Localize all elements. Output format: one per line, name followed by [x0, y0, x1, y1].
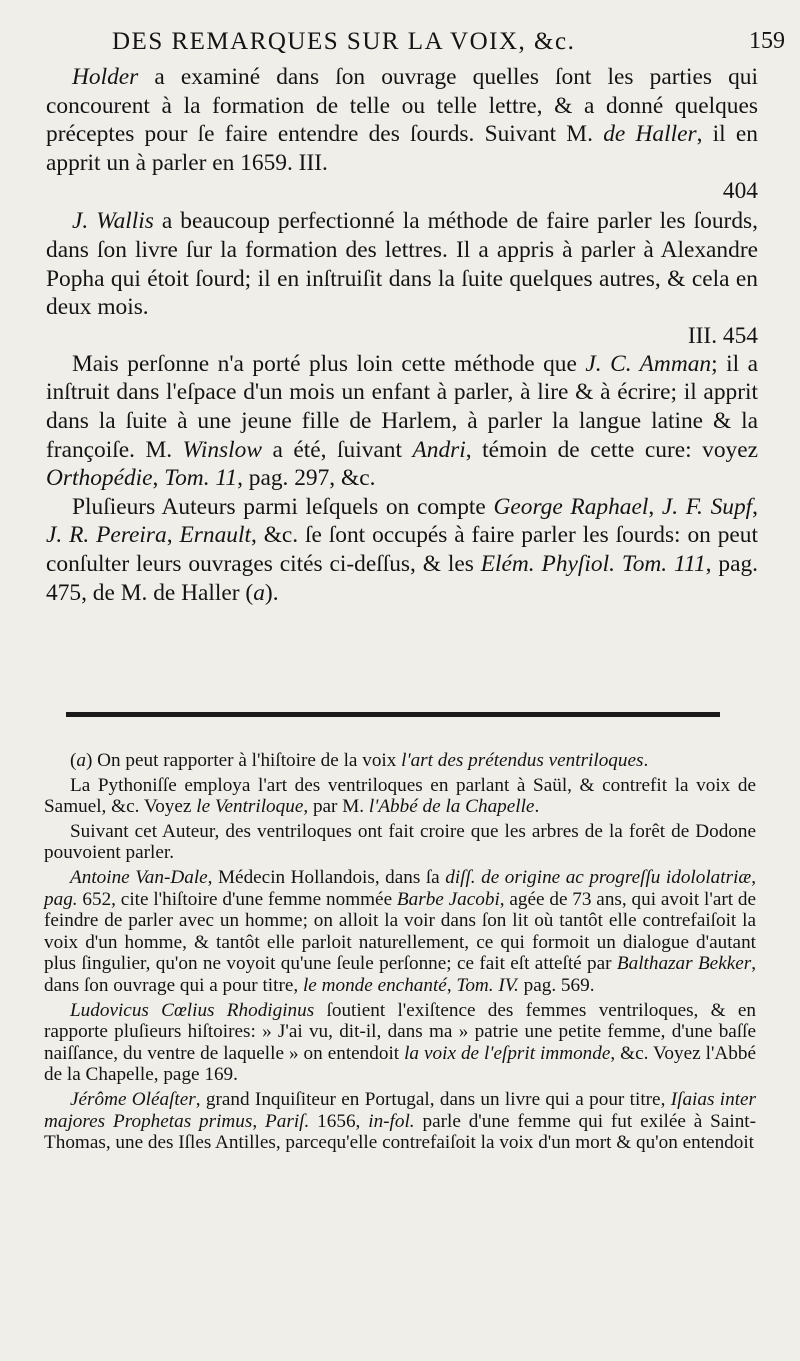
work-title: Orthopédie — [46, 465, 153, 492]
paragraph-holder — [46, 63, 758, 177]
text-run: ). — [264, 579, 279, 606]
volume-ref: Tom. IV. — [456, 974, 519, 996]
author-name: Antoine Van-Dale — [70, 866, 208, 888]
footnote — [44, 750, 756, 772]
author-name: l'Abbé de la Chapelle — [368, 796, 535, 818]
author-name: Ernault — [179, 522, 251, 549]
text-run: Mais perſonne n'a porté plus loin cette méthode que — [72, 350, 586, 377]
footnotes — [44, 750, 756, 1157]
text-run: , pag. 297, &c. — [237, 465, 376, 492]
text-run: 1656, — [309, 1110, 369, 1132]
text-run: La Pythoniſſe employa l'art des ventriloques en parlant à Saül, & contrefit la voix de Samuel, &c. Voyez — [44, 774, 756, 818]
text-run: Pluſieurs Auteurs parmi leſquels on compte — [72, 493, 494, 520]
paragraph-authors — [46, 493, 758, 607]
work-title: Elém. Phyſiol. Tom. 111 — [480, 550, 706, 577]
footnote — [44, 1000, 756, 1086]
paragraph-wallis — [46, 207, 758, 321]
author-name: J. Wallis — [72, 208, 154, 235]
text-run: 652, cite l'hiſtoire d'une femme nommée — [77, 888, 397, 910]
text-run: , agée de 73 ans, qui avoit l'art de feindre de parler avec un homme; on alloit la voir dans ſon lit où tantôt elle contrefaiſoit la voix d'un homme, & tantôt elle parloit naturellement, ce qui formoit un dialogue d'autant plus ſingulier, qu'on ne voyoit qu'une ſeule perſonne; ce fait eſt atteſté par — [44, 888, 756, 975]
text-run: ) On peut rapporter à l'hiſtoire de la voix — [85, 750, 402, 771]
text-run: ( — [70, 750, 77, 771]
main-text — [46, 63, 758, 607]
italic-run: l'art des prétendus ventriloques — [401, 750, 644, 771]
text-run: , il en apprit un à parler en 1659. III. — [46, 121, 758, 176]
author-name: J. F. Supf — [661, 493, 753, 520]
author-name: Balthazar Bekker — [616, 953, 752, 975]
author-name: Winslow — [182, 436, 262, 463]
footnote — [44, 867, 756, 997]
text-run: ; il a inſtruit dans l'eſpace d'un mois un enfant à parler, à lire & à écrire; il apprit dans la ſuite à une jeune fille de Harlem, à parler la langue latine & la françoiſe. M. — [46, 350, 758, 463]
footnote: Suivant cet Auteur, des ventriloques ont fait croire que les arbres de la forêt de Dodone pouvoient parler. — [44, 820, 756, 864]
work-title: le monde enchanté — [302, 974, 447, 996]
text-run: , &c. Voyez l'Abbé de la Chapelle, page 169. — [44, 1042, 756, 1086]
footnote-marker: a — [253, 579, 265, 606]
text-run: . — [643, 750, 649, 771]
italic-run: in-fol. — [368, 1110, 415, 1132]
reference-number: III. 454 — [687, 322, 758, 349]
text-run: , grand Inquiſiteur en Portugal, dans un livre qui a pour titre, — [195, 1088, 671, 1110]
text-run: . — [534, 796, 540, 818]
page-header — [40, 22, 785, 62]
work-title: diſſ. de origine ac progreſſu idololatriæ — [445, 866, 752, 888]
author-name: Holder — [72, 64, 139, 90]
italic-run: la voix de l'eſprit immonde — [404, 1042, 611, 1064]
text-run: a beaucoup perfectionné la méthode de faire parler les ſourds, dans ſon livre ſur la formation des lettres. Il a appris à parler à Alexandre Popha qui étoit ſourd; il en inſtruiſit dans la ſuite quelques autres, & cela en deux mois. — [46, 208, 758, 321]
text-run: , — [252, 1110, 266, 1132]
text-run: , — [751, 866, 756, 888]
text-run: pag. 569. — [518, 974, 595, 996]
text-run: , témoin de cette cure: voyez — [465, 436, 758, 463]
author-name: Jérôme Oléaſter — [70, 1088, 196, 1110]
author-name: J. R. Pereira — [46, 522, 167, 549]
reference-number: 404 — [722, 178, 758, 205]
author-name: George Raphael — [493, 493, 649, 520]
text-run: a examiné dans ſon ouvrage quelles ſont les parties qui concourent à la formation de telle ou telle lettre, & a donné quelques préceptes pour ſe faire entendre des ſourds. Suivant M. — [46, 64, 758, 148]
author-name: de Haller — [603, 121, 697, 148]
text-run: , — [446, 974, 457, 996]
author-name: Ludovicus Cœlius Rhodiginus — [70, 999, 315, 1021]
page-number: 159 — [749, 28, 785, 54]
footnote — [44, 775, 756, 818]
text-run: , pag. 475, de M. de Haller ( — [46, 550, 759, 606]
author-name: Andri — [412, 436, 466, 463]
text-run: , — [166, 522, 180, 549]
footnote-marker: a — [76, 750, 86, 771]
text-run: , &c. ſe ſont occupés à faire parler les ſourds: on peut conſulter leurs ouvrages cités ci-deſſus, & les — [46, 522, 759, 577]
text-run: , Médecin Hollandois, dans ſa — [207, 866, 446, 888]
separator-rule — [66, 712, 720, 717]
text-run: parle d'une femme qui fut exilée à Saint-Thomas, une des Iſles Antilles, parcequ'elle contrefaiſoit la voix d'un mort & qu'on entendoit — [44, 1110, 757, 1154]
author-name: J. C. Amman — [585, 350, 712, 377]
volume-ref: Tom. 11 — [164, 465, 238, 492]
italic-run: pag. — [44, 888, 78, 910]
person-name: Barbe Jacobi — [396, 888, 500, 910]
running-title: DES REMARQUES SUR LA VOIX, &c. — [112, 28, 576, 55]
text-run: , — [152, 465, 165, 492]
text-run: a été, ſuivant — [261, 436, 413, 463]
text-run: , par M. — [303, 796, 369, 818]
text-run: , dans ſon ouvrage qui a pour titre, — [44, 953, 757, 996]
text-run: ſoutient l'exiſtence des femmes ventriloques, & en rapporte pluſieurs hiſtoires: » J'ai vu, dit-il, dans ma » patrie une petite femme, d'une baſſe naiſſance, du ventre de laquelle » on entendoit — [44, 999, 756, 1064]
text-run: , — [648, 493, 662, 520]
footnote — [44, 1089, 756, 1154]
paragraph-amman — [46, 350, 758, 493]
italic-run: Pariſ. — [265, 1110, 310, 1132]
work-title: Iſaias inter majores Prophetas primus — [44, 1088, 757, 1132]
text-run: , — [752, 493, 759, 520]
work-title: le Ventriloque — [196, 796, 304, 818]
